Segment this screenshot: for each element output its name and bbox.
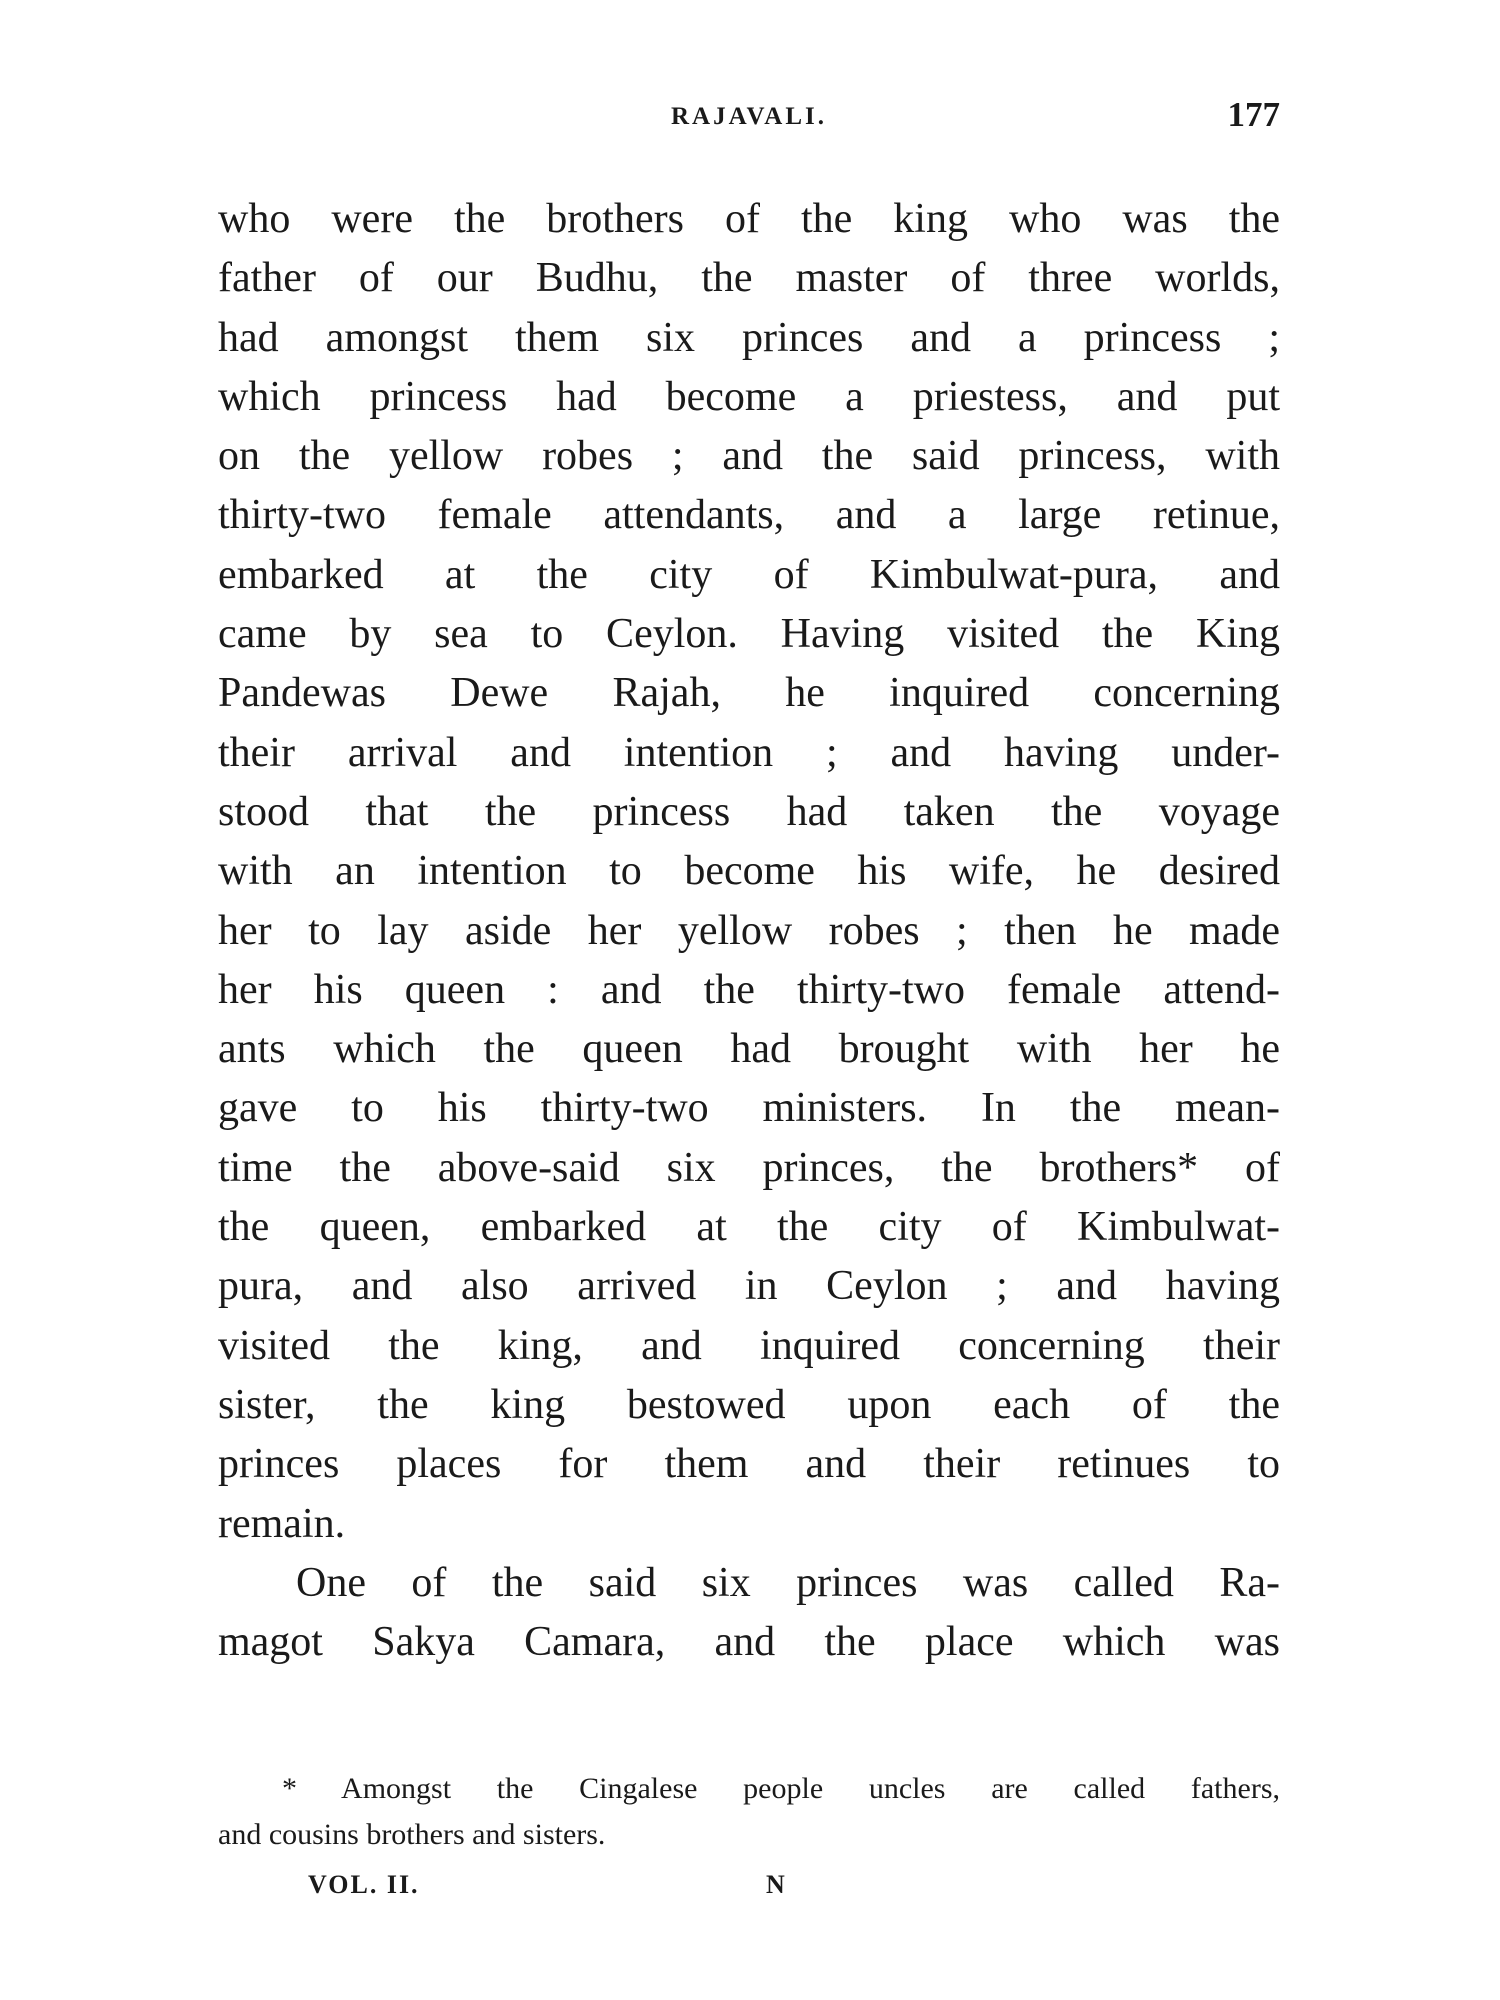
text-line: princes places for them and their retinues to [218,1441,1280,1488]
footnote [218,1766,1280,1858]
footnote-line: * Amongst the Cingalese people uncles are called fathers, [282,1772,1280,1805]
paragraph-start-line: One of the said six princes was called Ra- [296,1559,1280,1606]
running-head [218,95,1280,135]
footnote-line: and cousins brothers and sisters. [218,1818,606,1851]
paragraph-end-line: remain. [218,1500,346,1547]
text-line: her his queen : and the thirty-two female attend- [218,966,1280,1013]
text-line: visited the king, and inquired concerning their [218,1322,1280,1369]
text-line: magot Sakya Camara, and the place which was [218,1619,1280,1666]
signature-line [218,1870,1280,1910]
text-line: father of our Budhu, the master of three worlds, [218,255,1280,302]
signature-mark: N [766,1870,787,1899]
text-line: who were the brothers of the king who was the [218,196,1280,242]
text-line: embarked at the city of Kimbulwat-pura, and [218,551,1280,598]
text-line: sister, the king bestowed upon each of the [218,1381,1280,1428]
text-line: with an intention to become his wife, he desired [218,848,1280,895]
body-text [218,190,1280,1672]
text-line: on the yellow robes ; and the said princess, with [218,433,1280,480]
text-line: had amongst them six princes and a princess ; [218,314,1280,361]
text-line: Pandewas Dewe Rajah, he inquired concerning [218,670,1280,717]
text-line: thirty-two female attendants, and a large retinue, [218,492,1280,539]
text-line: ants which the queen had brought with her he [218,1026,1280,1073]
text-line: her to lay aside her yellow robes ; then he made [218,907,1280,954]
text-line: gave to his thirty-two ministers. In the mean- [218,1085,1280,1132]
text-line: time the above-said six princes, the brothers* of [218,1144,1280,1191]
text-line: which princess had become a priestess, and put [218,373,1280,420]
page-number: 177 [1227,95,1280,134]
running-title: RAJAVALI. [671,103,827,130]
text-line: their arrival and intention ; and having under- [218,729,1280,776]
text-line: came by sea to Ceylon. Having visited the King [218,611,1280,658]
text-line: stood that the princess had taken the voyage [218,788,1280,835]
volume-label: VOL. II. [308,1870,420,1899]
text-line: pura, and also arrived in Ceylon ; and having [218,1263,1280,1310]
text-line: the queen, embarked at the city of Kimbulwat- [218,1204,1280,1251]
